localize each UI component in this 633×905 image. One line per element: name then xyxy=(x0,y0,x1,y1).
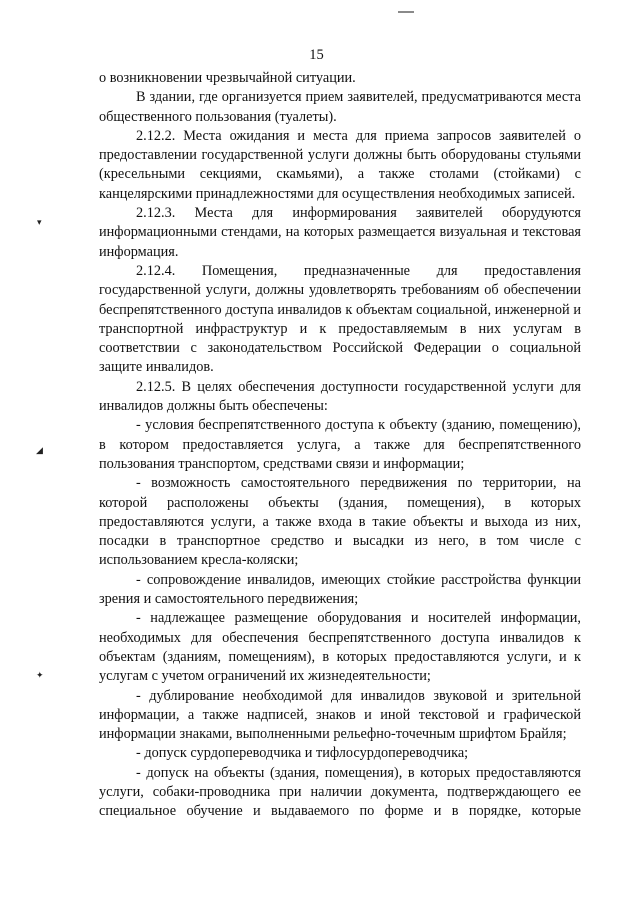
list-item-interpreter-admission: - допуск сурдопереводчика и тифлосурдопереводчика; xyxy=(136,745,469,762)
scan-speck: ✦ xyxy=(36,671,44,681)
list-item-escort: - сопровождение инвалидов, имеющих стойкие расстройства функции зрения и самостоятельного передвижения; xyxy=(99,571,581,608)
scan-artifact-line xyxy=(398,11,414,13)
list-item-access-conditions: - условия беспрепятственного доступа к объекту (зданию, помещению), в котором предоставляется услуга, а также для беспрепятственного пользования транспортом, средствами связи и информации; xyxy=(99,417,581,472)
page-number: 15 xyxy=(309,47,324,63)
scan-speck: ◢ xyxy=(36,446,43,456)
paragraph-2-12-3: 2.12.3. Места для информирования заявителей оборудуются информационными стендами, на которых размещается визуальная и текстовая информация. xyxy=(99,205,581,260)
list-item-equipment-placement: - надлежащее размещение оборудования и носителей информации, необходимых для обеспечения беспрепятственного доступа инвалидов к объектам (зданиям, помещениям), в которых предоставляются услуги, и к услугам с учетом ограничений их жизнедеятельности; xyxy=(99,610,581,685)
list-item-guide-dog-admission: - допуск на объекты (здания, помещения), в которых предоставляются услуги, собаки-проводника при наличии документа, подтверждающего ее специальное обучение и выдаваемого по форме и в порядке, которые xyxy=(99,764,581,820)
body-text xyxy=(99,69,581,822)
paragraph-2-12-5: 2.12.5. В целях обеспечения доступности государственной услуги для инвалидов должны быть обеспечены: xyxy=(99,378,581,415)
list-item-information-duplication: - дублирование необходимой для инвалидов звуковой и зрительной информации, а также надписей, знаков и иной текстовой и графической информации знаками, выполненными рельефно-точечным шрифтом Брайля; xyxy=(99,687,581,743)
scan-speck: ▾ xyxy=(37,218,42,228)
paragraph-2-12-2: 2.12.2. Места ожидания и места для приема запросов заявителей о предоставлении государственной услуги должны быть оборудованы стульями (кресельными секциями, скамьями), а также столами (стойками) с канцелярскими принадлежностями для осуществления необходимых записей. xyxy=(99,127,581,202)
list-item-independent-movement: - возможность самостоятельного передвижения по территории, на которой расположены объекты (здания, помещения), в которых предоставляются услуги, а также входа в такие объекты и выхода из них, посадки в транспортное средство и высадки из него, в том числе с использованием кресла-коляски; xyxy=(99,475,581,569)
paragraph-2: В здании, где организуется прием заявителей, предусматриваются места общественного пользования (туалеты). xyxy=(99,89,581,125)
paragraph-1: о возникновении чрезвычайной ситуации. xyxy=(99,70,356,86)
paragraph-2-12-4: 2.12.4. Помещения, предназначенные для предоставления государственной услуги, должны удовлетворять требованиям об обеспечении беспрепятственного доступа инвалидов к объектам социальной, инженерной и транспортной инфраструктур и к предоставляемым в них услугам в соответствии с законодательством Российской Федерации о социальной защите инвалидов. xyxy=(99,262,581,376)
